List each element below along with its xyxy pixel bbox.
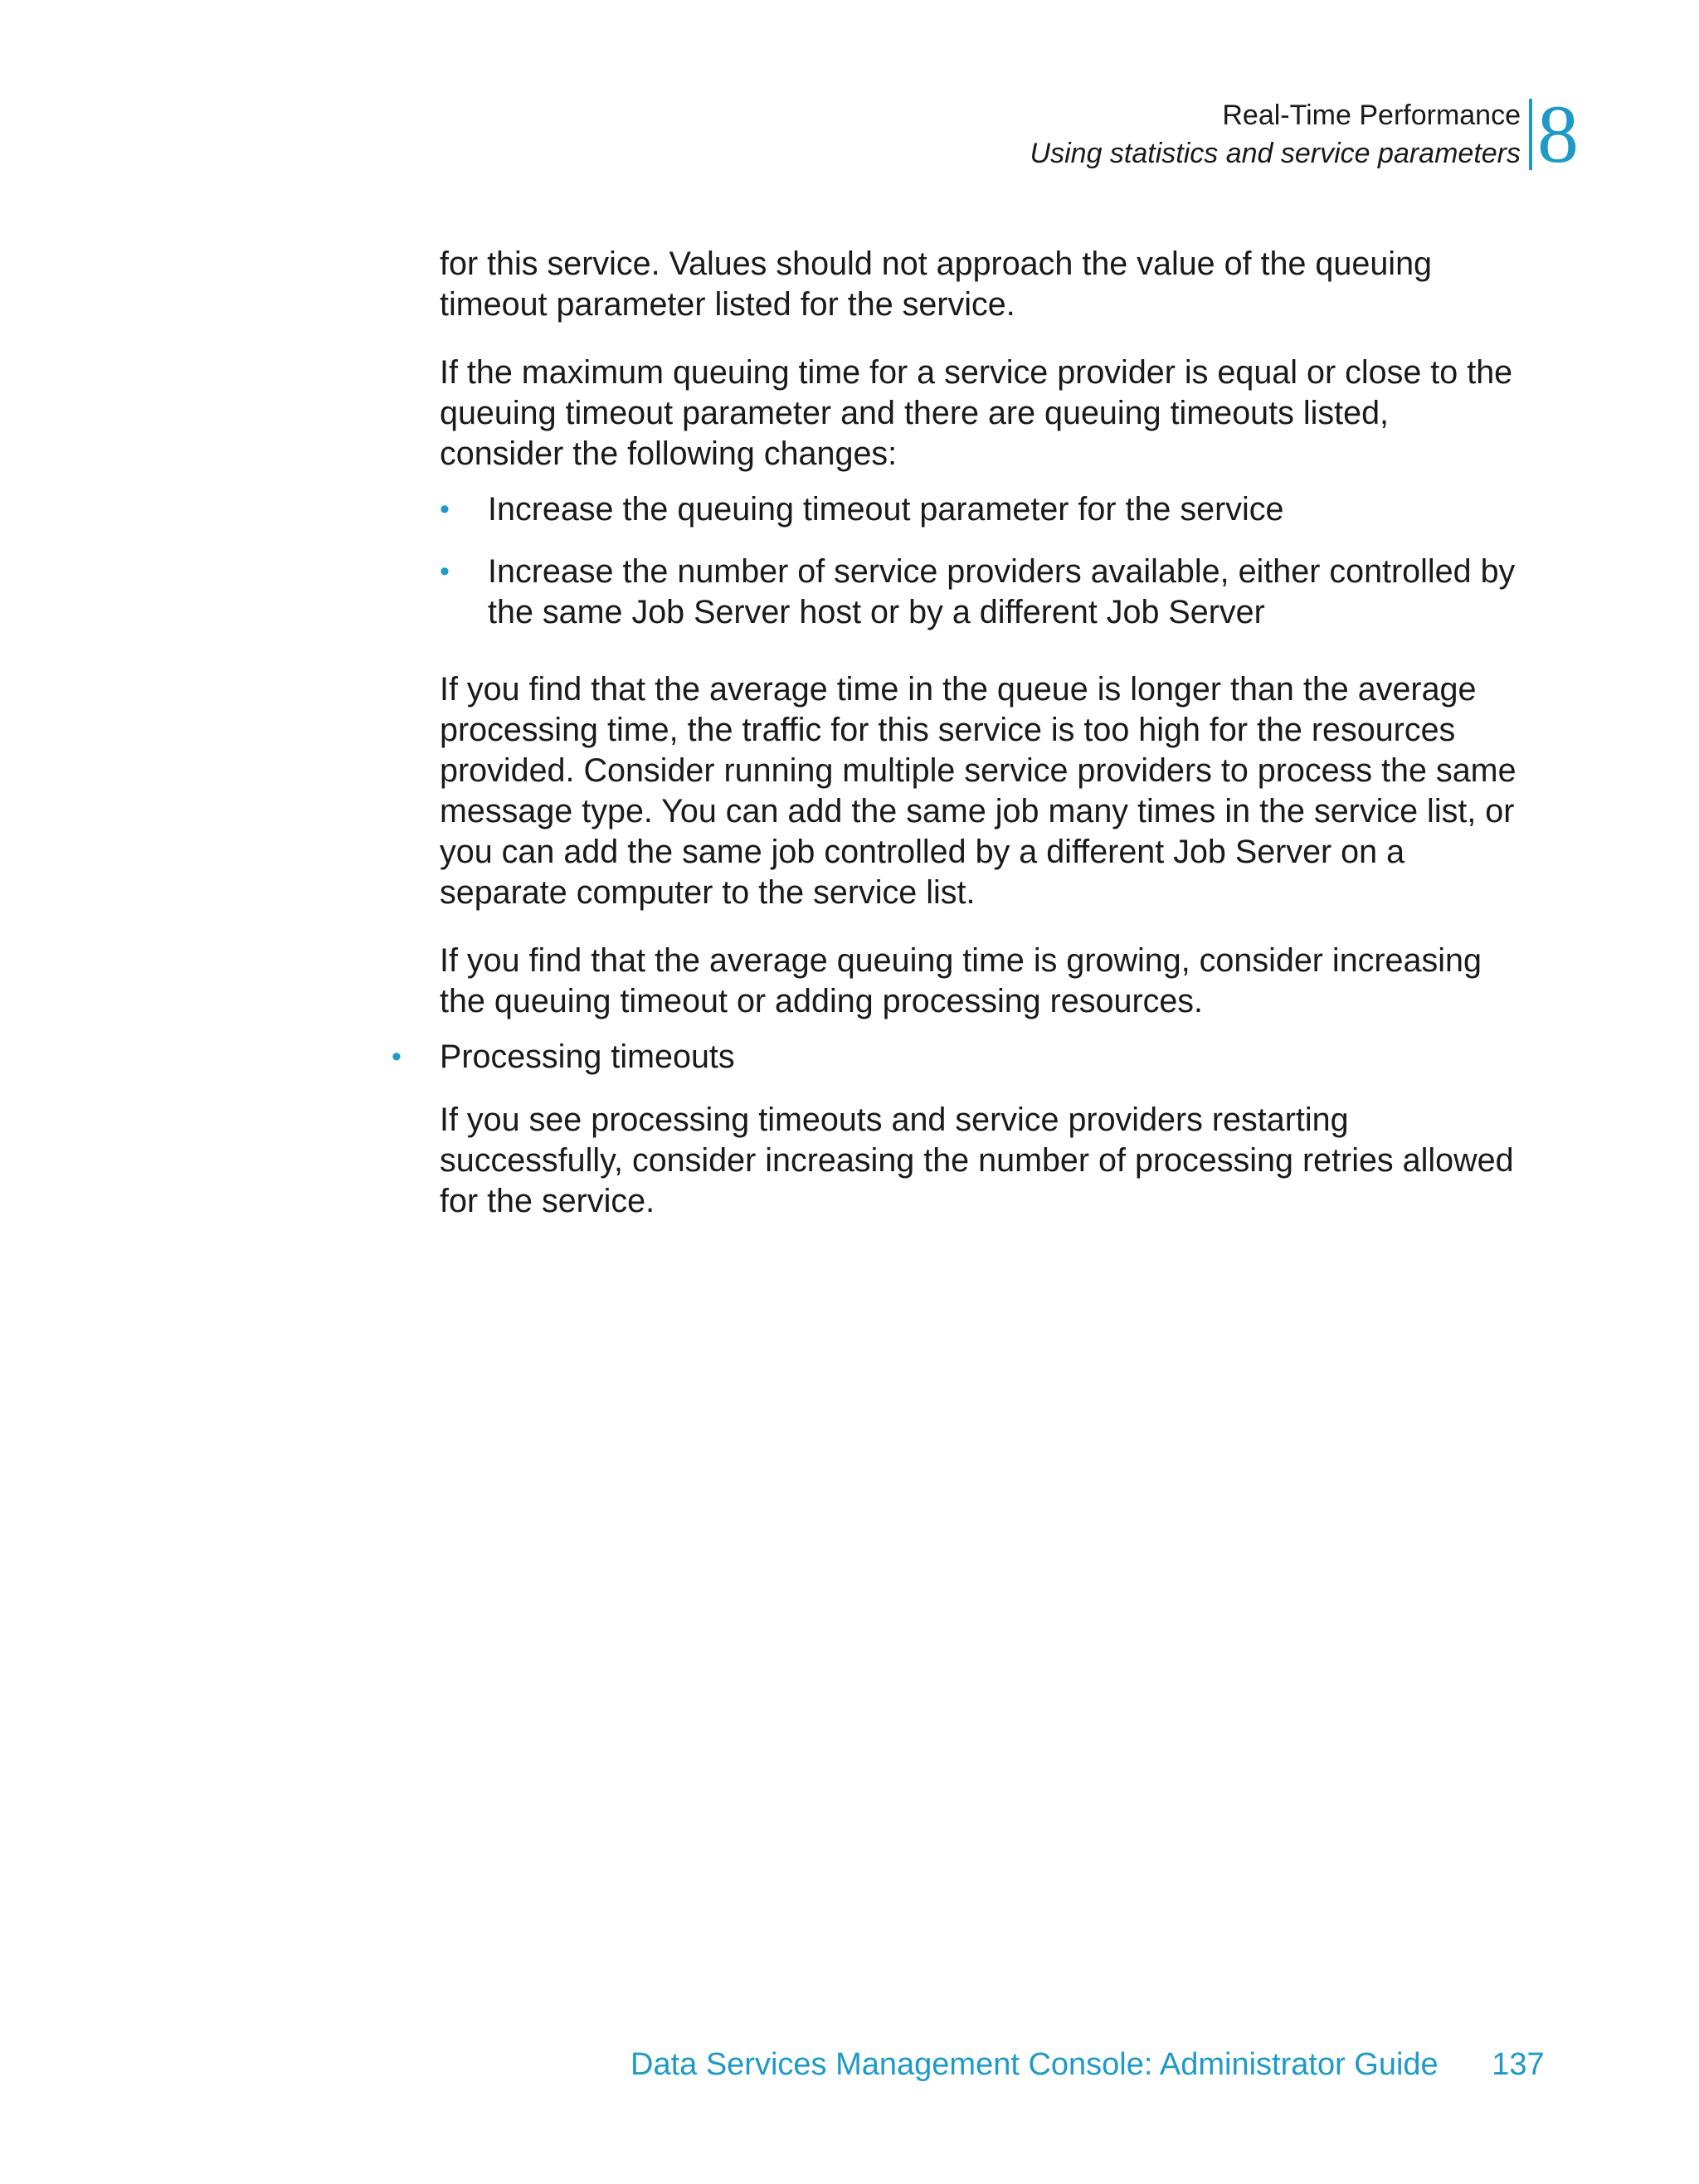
list-item-text: Increase the number of service providers available, either controlled by the same Job Server host or by a different Job Server	[488, 553, 1516, 630]
paragraph-processing-timeouts: If you see processing timeouts and service providers restarting successfully, consider increasing the number of processing retries allowed for the service.	[440, 1102, 1514, 1219]
chapter-number: 8	[1537, 88, 1579, 180]
paragraph-queue-time: If you find that the average time in the queue is longer than the average processing time, the traffic for this service is too high for the resources provided. Consider running multiple service providers to process the same message type. You can add the same job many times in the service list, or you can add the same job controlled by a different Job Server on a separate computer to the service list.	[440, 671, 1516, 911]
paragraph-growing-queue: If you find that the average queuing time is growing, consider increasing the queuing timeout or adding processing resources.	[440, 942, 1482, 1019]
list-item-text: Increase the queuing timeout parameter for the service	[488, 491, 1284, 528]
page-number: 137	[1492, 2047, 1545, 2082]
list-item	[440, 552, 1518, 633]
list-item	[440, 489, 1518, 530]
paragraph-continuation: for this service. Values should not approach the value of the queuing timeout parameter listed for the service.	[440, 246, 1433, 323]
bullet-icon: •	[440, 494, 450, 525]
guide-title: Data Services Management Console: Administrator Guide	[630, 2047, 1439, 2082]
changes-list	[440, 489, 1518, 633]
page-footer	[630, 2044, 1545, 2085]
running-header	[1030, 96, 1521, 173]
paragraph-max-queuing-time: If the maximum queuing time for a service provider is equal or close to the queuing timeout parameter and there are queuing timeouts listed, consider the following changes:	[440, 354, 1513, 472]
bullet-icon: •	[392, 1041, 402, 1073]
chapter-rule	[1529, 99, 1532, 170]
page-content	[392, 244, 1518, 1249]
bullet-icon: •	[440, 556, 450, 587]
chapter-marker	[1529, 88, 1579, 180]
chapter-title: Real-Time Performance	[1222, 100, 1521, 131]
section-title: Using statistics and service parameters	[1030, 138, 1521, 169]
processing-timeouts-bullet	[392, 1037, 1518, 1077]
bullet-label: Processing timeouts	[440, 1038, 735, 1075]
